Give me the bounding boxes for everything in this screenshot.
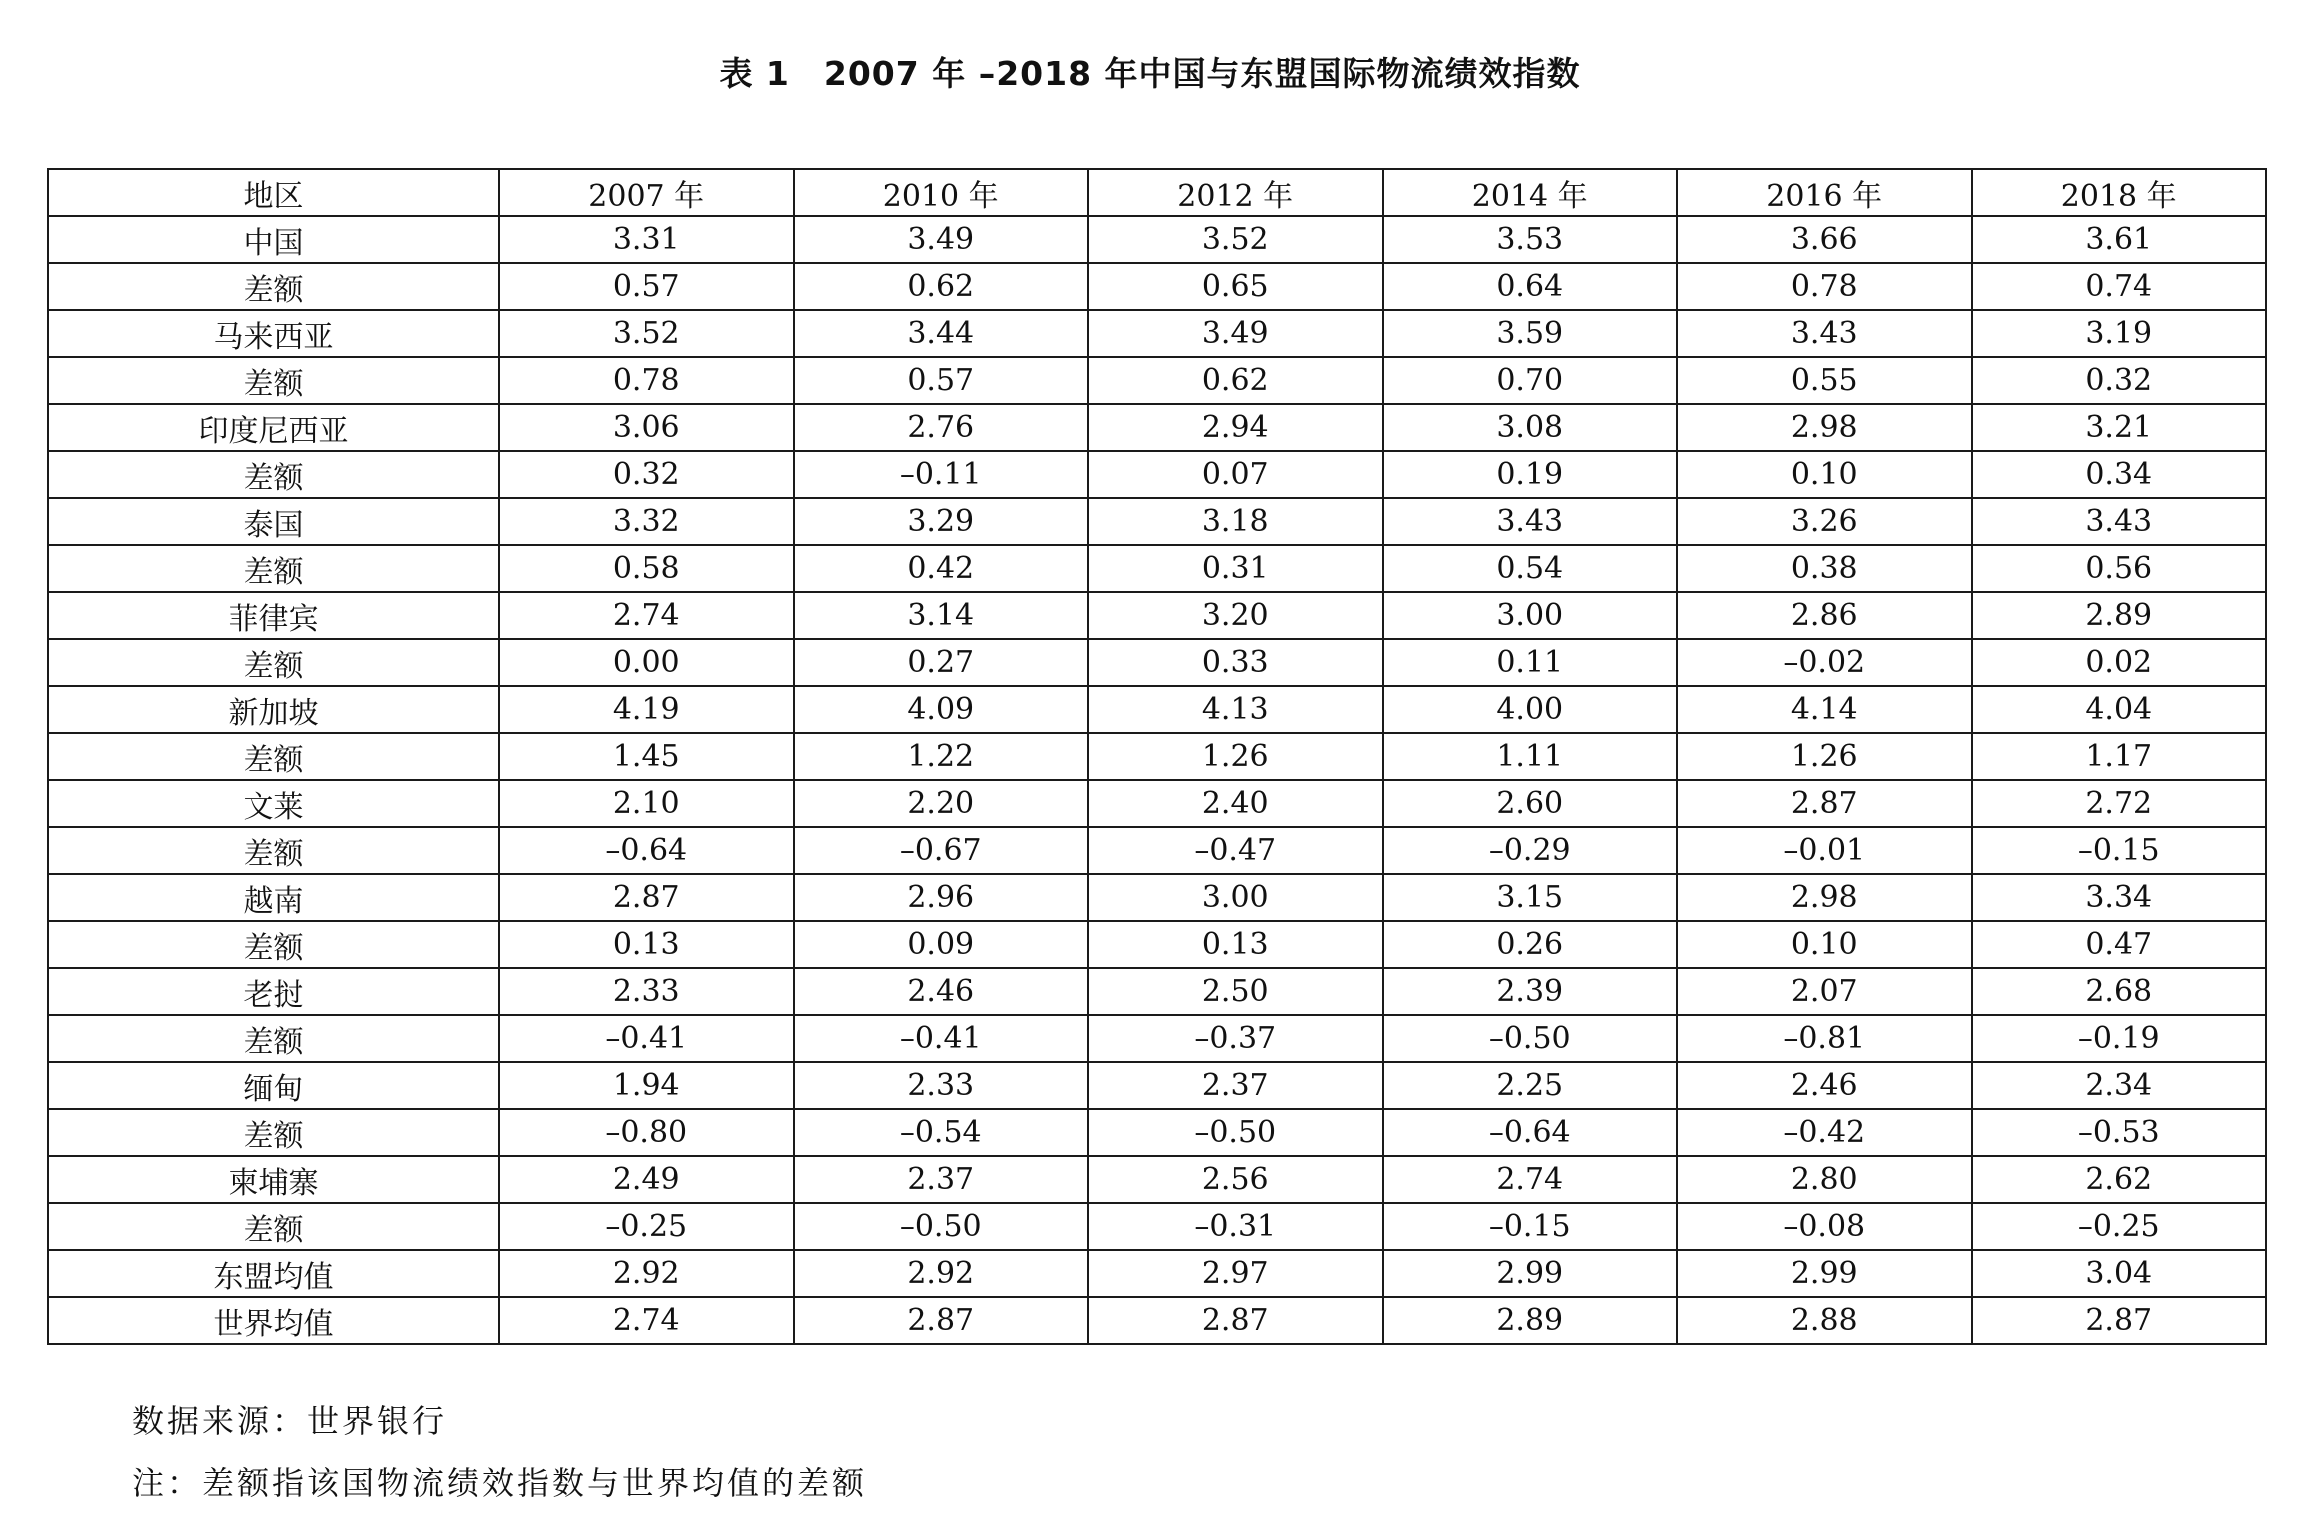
index-value-cell: 2.62 xyxy=(1972,1156,2267,1203)
region-cell: 新加坡 xyxy=(48,686,499,733)
index-value-cell: 3.32 xyxy=(499,498,794,545)
index-value-cell: 2.94 xyxy=(1088,404,1383,451)
index-value-cell: –0.37 xyxy=(1088,1015,1383,1062)
index-value-cell: 0.55 xyxy=(1677,357,1972,404)
table-row xyxy=(48,1250,2266,1297)
index-value-cell: 1.45 xyxy=(499,733,794,780)
index-value-cell: 0.32 xyxy=(1972,357,2267,404)
index-value-cell: 2.80 xyxy=(1677,1156,1972,1203)
index-value-cell: 3.66 xyxy=(1677,216,1972,263)
index-value-cell: 0.56 xyxy=(1972,545,2267,592)
index-value-cell: 2.39 xyxy=(1383,968,1678,1015)
index-value-cell: 2.98 xyxy=(1677,874,1972,921)
column-header-year: 2012 年 xyxy=(1088,169,1383,216)
index-value-cell: 2.74 xyxy=(1383,1156,1678,1203)
region-cell: 差额 xyxy=(48,1015,499,1062)
region-cell: 柬埔寨 xyxy=(48,1156,499,1203)
region-cell: 文莱 xyxy=(48,780,499,827)
region-cell: 世界均值 xyxy=(48,1297,499,1344)
table-row xyxy=(48,780,2266,827)
index-value-cell: 3.15 xyxy=(1383,874,1678,921)
region-cell: 差额 xyxy=(48,921,499,968)
index-value-cell: 3.53 xyxy=(1383,216,1678,263)
region-cell: 马来西亚 xyxy=(48,310,499,357)
index-value-cell: 2.74 xyxy=(499,1297,794,1344)
index-value-cell: 2.92 xyxy=(499,1250,794,1297)
index-value-cell: 4.09 xyxy=(794,686,1089,733)
index-value-cell: 2.92 xyxy=(794,1250,1089,1297)
index-value-cell: 2.87 xyxy=(1088,1297,1383,1344)
table-row xyxy=(48,1203,2266,1250)
table-row xyxy=(48,498,2266,545)
index-value-cell: 0.62 xyxy=(794,263,1089,310)
index-value-cell: 0.78 xyxy=(499,357,794,404)
index-value-cell: –0.15 xyxy=(1383,1203,1678,1250)
index-value-cell: 2.34 xyxy=(1972,1062,2267,1109)
index-value-cell: –0.47 xyxy=(1088,827,1383,874)
table-row xyxy=(48,310,2266,357)
index-value-cell: 2.98 xyxy=(1677,404,1972,451)
table-row xyxy=(48,1156,2266,1203)
data-source-note: 数据来源：世界银行 xyxy=(132,1402,448,1440)
index-value-cell: 2.96 xyxy=(794,874,1089,921)
index-value-cell: 3.19 xyxy=(1972,310,2267,357)
index-value-cell: –0.81 xyxy=(1677,1015,1972,1062)
table-row xyxy=(48,263,2266,310)
index-value-cell: 3.18 xyxy=(1088,498,1383,545)
region-cell: 差额 xyxy=(48,357,499,404)
index-value-cell: 0.57 xyxy=(499,263,794,310)
index-value-cell: 2.37 xyxy=(1088,1062,1383,1109)
index-value-cell: 3.00 xyxy=(1088,874,1383,921)
index-value-cell: 0.34 xyxy=(1972,451,2267,498)
index-value-cell: 2.46 xyxy=(1677,1062,1972,1109)
index-value-cell: 3.49 xyxy=(794,216,1089,263)
index-value-cell: –0.02 xyxy=(1677,639,1972,686)
index-value-cell: 3.29 xyxy=(794,498,1089,545)
index-value-cell: 2.88 xyxy=(1677,1297,1972,1344)
index-value-cell: 3.21 xyxy=(1972,404,2267,451)
region-cell: 菲律宾 xyxy=(48,592,499,639)
index-value-cell: 0.58 xyxy=(499,545,794,592)
region-cell: 差额 xyxy=(48,1109,499,1156)
index-value-cell: 0.62 xyxy=(1088,357,1383,404)
index-value-cell: 3.52 xyxy=(499,310,794,357)
region-cell: 缅甸 xyxy=(48,1062,499,1109)
index-value-cell: –0.01 xyxy=(1677,827,1972,874)
index-value-cell: 3.34 xyxy=(1972,874,2267,921)
table-row xyxy=(48,1109,2266,1156)
index-value-cell: 0.00 xyxy=(499,639,794,686)
index-value-cell: 2.56 xyxy=(1088,1156,1383,1203)
index-value-cell: 0.38 xyxy=(1677,545,1972,592)
index-value-cell: –0.50 xyxy=(1088,1109,1383,1156)
region-cell: 印度尼西亚 xyxy=(48,404,499,451)
index-value-cell: 3.49 xyxy=(1088,310,1383,357)
index-value-cell: –0.80 xyxy=(499,1109,794,1156)
index-value-cell: 0.02 xyxy=(1972,639,2267,686)
index-value-cell: 3.26 xyxy=(1677,498,1972,545)
index-value-cell: –0.67 xyxy=(794,827,1089,874)
index-value-cell: 2.50 xyxy=(1088,968,1383,1015)
index-value-cell: 2.74 xyxy=(499,592,794,639)
index-value-cell: 3.43 xyxy=(1383,498,1678,545)
table-row xyxy=(48,1062,2266,1109)
region-cell: 差额 xyxy=(48,639,499,686)
table-row xyxy=(48,921,2266,968)
column-header-region: 地区 xyxy=(48,169,499,216)
index-value-cell: 3.44 xyxy=(794,310,1089,357)
index-value-cell: 0.64 xyxy=(1383,263,1678,310)
logistics-performance-table xyxy=(47,168,2267,1345)
region-cell: 泰国 xyxy=(48,498,499,545)
index-value-cell: –0.41 xyxy=(794,1015,1089,1062)
index-value-cell: 2.49 xyxy=(499,1156,794,1203)
index-value-cell: –0.64 xyxy=(499,827,794,874)
index-value-cell: –0.25 xyxy=(499,1203,794,1250)
index-value-cell: 2.40 xyxy=(1088,780,1383,827)
index-value-cell: 4.19 xyxy=(499,686,794,733)
index-value-cell: 2.87 xyxy=(794,1297,1089,1344)
column-header-year: 2007 年 xyxy=(499,169,794,216)
region-cell: 差额 xyxy=(48,451,499,498)
index-value-cell: 2.87 xyxy=(499,874,794,921)
index-value-cell: 3.06 xyxy=(499,404,794,451)
table-row xyxy=(48,592,2266,639)
index-value-cell: 3.59 xyxy=(1383,310,1678,357)
index-value-cell: 2.76 xyxy=(794,404,1089,451)
index-value-cell: 0.54 xyxy=(1383,545,1678,592)
index-value-cell: 2.68 xyxy=(1972,968,2267,1015)
region-cell: 老挝 xyxy=(48,968,499,1015)
index-value-cell: 2.07 xyxy=(1677,968,1972,1015)
index-value-cell: 0.42 xyxy=(794,545,1089,592)
index-value-cell: 0.07 xyxy=(1088,451,1383,498)
index-value-cell: 0.74 xyxy=(1972,263,2267,310)
difference-explanation-note: 注：差额指该国物流绩效指数与世界均值的差额 xyxy=(132,1464,868,1502)
index-value-cell: 1.17 xyxy=(1972,733,2267,780)
index-value-cell: 3.14 xyxy=(794,592,1089,639)
region-cell: 东盟均值 xyxy=(48,1250,499,1297)
index-value-cell: 0.10 xyxy=(1677,921,1972,968)
index-value-cell: –0.08 xyxy=(1677,1203,1972,1250)
index-value-cell: 3.04 xyxy=(1972,1250,2267,1297)
index-value-cell: 2.89 xyxy=(1972,592,2267,639)
index-value-cell: 4.13 xyxy=(1088,686,1383,733)
index-value-cell: 2.37 xyxy=(794,1156,1089,1203)
index-value-cell: 2.25 xyxy=(1383,1062,1678,1109)
index-value-cell: 0.10 xyxy=(1677,451,1972,498)
index-value-cell: 0.31 xyxy=(1088,545,1383,592)
index-value-cell: –0.11 xyxy=(794,451,1089,498)
index-value-cell: 2.46 xyxy=(794,968,1089,1015)
index-value-cell: –0.19 xyxy=(1972,1015,2267,1062)
region-cell: 中国 xyxy=(48,216,499,263)
column-header-year: 2014 年 xyxy=(1383,169,1678,216)
table-row xyxy=(48,733,2266,780)
index-value-cell: 0.70 xyxy=(1383,357,1678,404)
table-row xyxy=(48,545,2266,592)
index-value-cell: 3.43 xyxy=(1972,498,2267,545)
index-value-cell: 3.61 xyxy=(1972,216,2267,263)
index-value-cell: 3.00 xyxy=(1383,592,1678,639)
index-value-cell: 4.00 xyxy=(1383,686,1678,733)
index-value-cell: 2.87 xyxy=(1677,780,1972,827)
index-value-cell: –0.50 xyxy=(794,1203,1089,1250)
index-value-cell: 0.33 xyxy=(1088,639,1383,686)
index-value-cell: 2.20 xyxy=(794,780,1089,827)
index-value-cell: 0.13 xyxy=(1088,921,1383,968)
index-value-cell: 4.14 xyxy=(1677,686,1972,733)
index-value-cell: 2.89 xyxy=(1383,1297,1678,1344)
index-value-cell: 3.52 xyxy=(1088,216,1383,263)
index-value-cell: –0.54 xyxy=(794,1109,1089,1156)
table-row xyxy=(48,686,2266,733)
index-value-cell: 0.11 xyxy=(1383,639,1678,686)
index-value-cell: 2.97 xyxy=(1088,1250,1383,1297)
index-value-cell: 0.13 xyxy=(499,921,794,968)
index-value-cell: 0.32 xyxy=(499,451,794,498)
column-header-year: 2010 年 xyxy=(794,169,1089,216)
index-value-cell: 0.65 xyxy=(1088,263,1383,310)
index-value-cell: 1.26 xyxy=(1677,733,1972,780)
table-row xyxy=(48,357,2266,404)
index-value-cell: 2.60 xyxy=(1383,780,1678,827)
index-value-cell: 3.31 xyxy=(499,216,794,263)
table-row xyxy=(48,451,2266,498)
table-row xyxy=(48,827,2266,874)
index-value-cell: –0.15 xyxy=(1972,827,2267,874)
table-title: 表 1 2007 年 –2018 年中国与东盟国际物流绩效指数 xyxy=(719,54,1581,93)
index-value-cell: 0.57 xyxy=(794,357,1089,404)
index-value-cell: –0.41 xyxy=(499,1015,794,1062)
index-value-cell: –0.29 xyxy=(1383,827,1678,874)
table-row xyxy=(48,874,2266,921)
index-value-cell: 0.26 xyxy=(1383,921,1678,968)
index-value-cell: 2.86 xyxy=(1677,592,1972,639)
index-value-cell: –0.53 xyxy=(1972,1109,2267,1156)
region-cell: 差额 xyxy=(48,827,499,874)
region-cell: 差额 xyxy=(48,1203,499,1250)
table-row xyxy=(48,1015,2266,1062)
index-value-cell: 4.04 xyxy=(1972,686,2267,733)
region-cell: 差额 xyxy=(48,545,499,592)
index-value-cell: 2.10 xyxy=(499,780,794,827)
index-value-cell: –0.50 xyxy=(1383,1015,1678,1062)
index-value-cell: 2.33 xyxy=(794,1062,1089,1109)
index-value-cell: –0.42 xyxy=(1677,1109,1972,1156)
index-value-cell: 1.94 xyxy=(499,1062,794,1109)
index-value-cell: 2.99 xyxy=(1677,1250,1972,1297)
table-row xyxy=(48,404,2266,451)
index-value-cell: 0.19 xyxy=(1383,451,1678,498)
index-value-cell: 1.26 xyxy=(1088,733,1383,780)
table-body xyxy=(48,216,2266,1344)
region-cell: 差额 xyxy=(48,733,499,780)
table-row xyxy=(48,1297,2266,1344)
index-value-cell: 0.78 xyxy=(1677,263,1972,310)
region-cell: 差额 xyxy=(48,263,499,310)
index-value-cell: 3.20 xyxy=(1088,592,1383,639)
index-value-cell: –0.25 xyxy=(1972,1203,2267,1250)
index-value-cell: 1.22 xyxy=(794,733,1089,780)
column-header-year: 2016 年 xyxy=(1677,169,1972,216)
index-value-cell: 0.27 xyxy=(794,639,1089,686)
index-value-cell: 2.72 xyxy=(1972,780,2267,827)
index-value-cell: 3.08 xyxy=(1383,404,1678,451)
index-value-cell: 0.47 xyxy=(1972,921,2267,968)
index-value-cell: –0.31 xyxy=(1088,1203,1383,1250)
table-row xyxy=(48,216,2266,263)
table-row xyxy=(48,968,2266,1015)
index-value-cell: 3.43 xyxy=(1677,310,1972,357)
index-value-cell: 1.11 xyxy=(1383,733,1678,780)
column-header-year: 2018 年 xyxy=(1972,169,2267,216)
index-value-cell: –0.64 xyxy=(1383,1109,1678,1156)
index-value-cell: 0.09 xyxy=(794,921,1089,968)
index-value-cell: 2.99 xyxy=(1383,1250,1678,1297)
index-value-cell: 2.33 xyxy=(499,968,794,1015)
region-cell: 越南 xyxy=(48,874,499,921)
table-header-row xyxy=(48,169,2266,216)
table-row xyxy=(48,639,2266,686)
index-value-cell: 2.87 xyxy=(1972,1297,2267,1344)
